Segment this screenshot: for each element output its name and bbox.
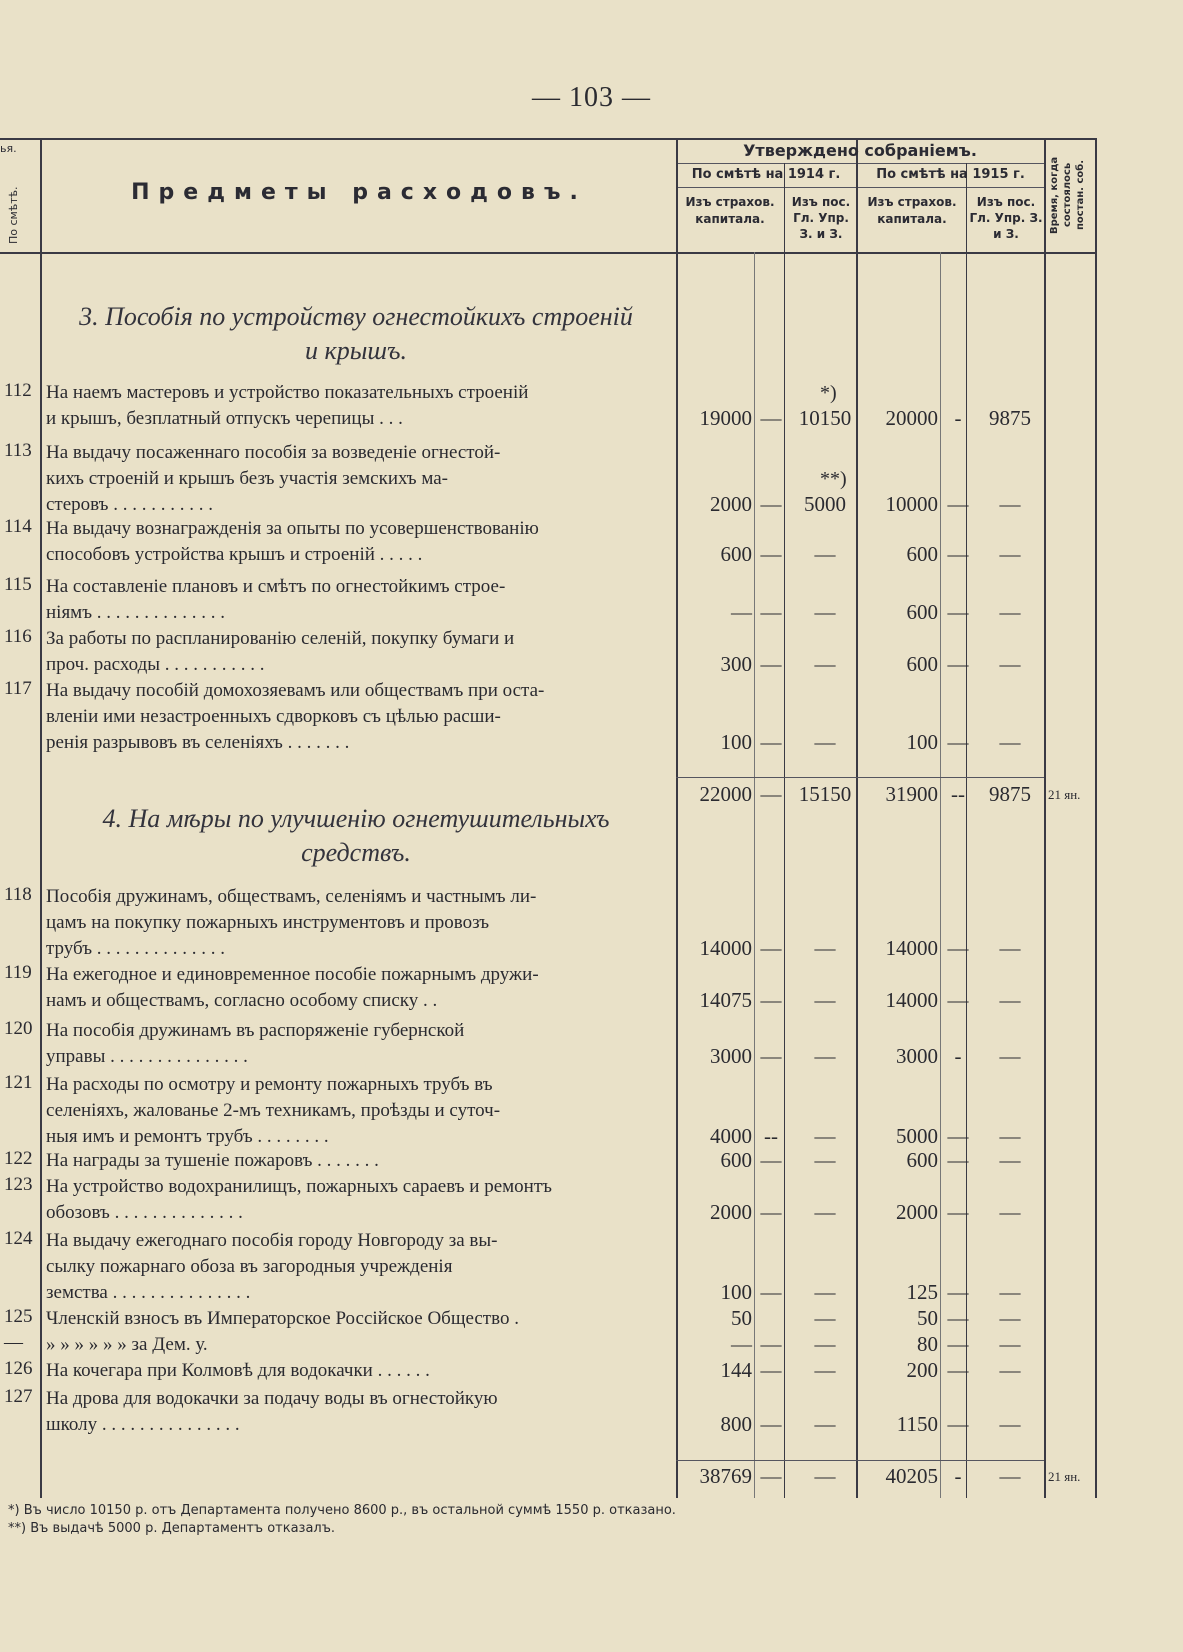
value-cell-v1: —	[731, 1332, 752, 1356]
row-number: 117	[4, 678, 32, 699]
value-cell-v3: 5000	[804, 492, 846, 516]
row-description	[46, 884, 666, 962]
page-number: — 103 —	[532, 82, 651, 113]
value-cell-v3: —	[814, 1200, 836, 1224]
row-description	[46, 574, 666, 626]
value-cell-v1: 14075	[699, 988, 752, 1012]
description-line: » » » » » » за Дем. у.	[46, 1334, 208, 1355]
table-top-rule	[0, 138, 1095, 140]
description-line: управы . . . . . . . . . . . . . . .	[46, 1046, 248, 1067]
description-line: На наемъ мастеровъ и устройство показательныхъ строеній	[46, 382, 529, 403]
value-cell-v3: —	[814, 988, 836, 1012]
footnotes	[8, 1502, 676, 1538]
col-rule-no	[40, 138, 42, 1498]
description-line: намъ и обществамъ, согласно особому списку . .	[46, 990, 438, 1011]
header-gov-1915: Изъ пос. Гл. Упр. З. и З.	[969, 195, 1043, 241]
value-cell-v1: 600	[720, 1148, 752, 1172]
value-cell-v3: —	[814, 1306, 836, 1330]
value-cell-v6: 9875	[989, 406, 1031, 430]
description-line: На ежегодное и единовременное пособіе пожарнымъ дружи-	[46, 964, 539, 985]
value-cell-v6: —	[999, 1306, 1021, 1330]
value-cell-v2: —	[760, 1332, 782, 1356]
value-cell-v3: —	[814, 1280, 836, 1304]
value-cell-v4: 10000	[885, 492, 938, 516]
total-3-gov-1914-extra: —	[760, 782, 782, 806]
value-cell-v5: —	[947, 1200, 969, 1224]
description-line: На выдачу ежегоднаго пособія городу Новгороду за вы-	[46, 1230, 498, 1251]
description-line: На устройство водохранилищъ, пожарныхъ сараевъ и ремонтъ	[46, 1176, 552, 1197]
header-subjects: Предметы расходовъ.	[131, 180, 587, 205]
value-cell-v2: —	[760, 988, 782, 1012]
approved-under-rule	[676, 163, 1046, 164]
value-cell-v4: 80	[917, 1332, 938, 1356]
description-line: вленіи ими незастроенныхъ сдворковъ съ цѣлью расши-	[46, 706, 501, 727]
row-number: 123	[4, 1174, 33, 1195]
header-no-column: По смѣтѣ.	[7, 186, 20, 244]
value-cell-v2: —	[760, 600, 782, 624]
total-3-ins-1914: 22000	[699, 782, 752, 806]
value-cell-v3: —	[814, 1412, 836, 1436]
header-estimate-1915: По смѣтѣ на 1915 г.	[876, 167, 1025, 182]
value-cell-v6: —	[999, 1280, 1021, 1304]
total-rule-4	[676, 1460, 1044, 1461]
row-description	[46, 1386, 666, 1438]
total-4-ins-1914: 38769	[699, 1464, 752, 1488]
value-cell-v4: 125	[906, 1280, 938, 1304]
col-rule-dash2	[940, 252, 941, 1498]
total-3-gov-1915: 9875	[989, 782, 1031, 806]
value-cell-v2: —	[760, 1358, 782, 1382]
header-insurance-1915: Изъ страхов. капитала.	[867, 195, 957, 226]
value-cell-v6: —	[999, 492, 1021, 516]
section-title-3-line1: 3. Пособія по устройству огнестойкихъ строеній	[79, 302, 633, 331]
row-description	[46, 1228, 666, 1306]
value-cell-v3: —	[814, 1358, 836, 1382]
value-cell-v1: 2000	[710, 492, 752, 516]
header-approved: Утверждено собраніемъ.	[743, 141, 977, 160]
description-line: обозовъ . . . . . . . . . . . . . .	[46, 1202, 243, 1223]
row-number: 118	[4, 884, 32, 905]
row-number: 122	[4, 1148, 33, 1169]
value-cell-v2: —	[760, 542, 782, 566]
value-cell-v2: --	[764, 1124, 778, 1148]
description-line: цамъ на покупку пожарныхъ инструментовъ и провозъ	[46, 912, 490, 933]
row-description	[46, 1358, 666, 1384]
description-line: На дрова для водокачки за подачу воды въ огнестойкую	[46, 1388, 498, 1409]
value-cell-v4: 600	[906, 1148, 938, 1172]
description-line: школу . . . . . . . . . . . . . . .	[46, 1414, 240, 1435]
row-number: 125	[4, 1306, 33, 1327]
total-3-date: 21 ян.	[1048, 787, 1081, 802]
description-line: На выдачу вознагражденія за опыты по усовершенствованію	[46, 518, 539, 539]
row-number: 114	[4, 516, 32, 537]
description-line: Членскій взносъ въ Императорское Россійское Общество .	[46, 1308, 519, 1329]
value-cell-v5: —	[947, 936, 969, 960]
value-cell-v1: 19000	[699, 406, 752, 430]
row-number: 119	[4, 962, 32, 983]
value-cell-v5: —	[947, 1148, 969, 1172]
value-cell-v2: —	[760, 1200, 782, 1224]
value-cell-v5: —	[947, 1332, 969, 1356]
value-cell-v1: 3000	[710, 1044, 752, 1068]
value-cell-v4: 600	[906, 652, 938, 676]
row-description	[46, 962, 666, 1014]
value-cell-v3: —	[814, 600, 836, 624]
row-description	[46, 1174, 666, 1226]
value-cell-v6: —	[999, 600, 1021, 624]
value-cell-v2: —	[760, 936, 782, 960]
value-cell-v2: —	[760, 652, 782, 676]
header-estimate-1914: По смѣтѣ на 1914 г.	[691, 167, 841, 182]
value-cell-v6: —	[999, 1200, 1021, 1224]
description-line: На награды за тушеніе пожаровъ . . . . . . .	[46, 1150, 379, 1171]
header-gov-1914: Изъ пос. Гл. Упр. З. и З.	[791, 195, 851, 241]
description-line: На кочегара при Колмовѣ для водокачки . . . . . .	[46, 1360, 430, 1381]
row-number: 124	[4, 1228, 33, 1249]
value-cell-v1: 100	[720, 730, 752, 754]
value-cell-v4: 2000	[896, 1200, 938, 1224]
description-line: селеніяхъ, жалованье 2-мъ техникамъ, проѣзды и суточ-	[46, 1100, 501, 1121]
header-cut-label: ья.	[0, 142, 17, 155]
value-cell-v6: —	[999, 1412, 1021, 1436]
value-cell-v3: —	[814, 652, 836, 676]
value-cell-v2: —	[760, 1412, 782, 1436]
value-cell-v1: 144	[720, 1358, 752, 1382]
description-line: На выдачу пособій домохозяевамъ или обществамъ при оста-	[46, 680, 545, 701]
row-number: 127	[4, 1386, 33, 1407]
value-cell-v5: —	[947, 652, 969, 676]
value-cell-v4: 5000	[896, 1124, 938, 1148]
total-3-extra-1915: --	[951, 782, 965, 806]
row-description	[46, 1306, 666, 1332]
total-4-date: 21 ян.	[1048, 1469, 1081, 1484]
col-rule-time	[1044, 138, 1046, 1498]
value-cell-v3: 10150	[798, 406, 852, 430]
value-cell-v6: —	[999, 542, 1021, 566]
description-line: стеровъ . . . . . . . . . . .	[46, 494, 213, 515]
value-cell-v5: —	[947, 542, 969, 566]
value-cell-v6: —	[999, 730, 1021, 754]
row-description	[46, 626, 666, 678]
description-line: За работы по распланированію селеній, покупку бумаги и	[46, 628, 515, 649]
col-rule-dash1	[754, 252, 755, 1498]
description-line: и крышъ, безплатный отпускъ черепицы . . .	[46, 408, 403, 429]
value-cell-v3: —	[814, 1332, 836, 1356]
value-cell-v3: —	[814, 1044, 836, 1068]
description-line: На составленіе плановъ и смѣтъ по огнестойкимъ строе-	[46, 576, 506, 597]
value-cell-v3: —	[814, 1148, 836, 1172]
description-line: способовъ устройства крышъ и строеній . . . . .	[46, 544, 423, 565]
row-description	[46, 516, 666, 568]
row-number: 113	[4, 440, 32, 461]
row-number: 120	[4, 1018, 33, 1039]
value-cell-v6: —	[999, 988, 1021, 1012]
value-cell-v1: 4000	[710, 1124, 752, 1148]
total-4-gov-1914-extra: —	[760, 1464, 782, 1488]
description-line: сылку пожарнаго обоза въ загородныя учрежденія	[46, 1256, 453, 1277]
value-cell-v2: —	[760, 492, 782, 516]
value-cell-v4: 1150	[896, 1412, 938, 1436]
row-number: 116	[4, 626, 32, 647]
value-cell-v5: —	[947, 730, 969, 754]
value-cell-v1: —	[731, 600, 752, 624]
section-title-4-line2: средствъ.	[301, 838, 411, 867]
value-cell-v5: —	[947, 1358, 969, 1382]
row-description	[46, 1018, 666, 1070]
value-cell-v2: —	[760, 406, 782, 430]
description-line: трубъ . . . . . . . . . . . . . .	[46, 938, 226, 959]
value-cell-v5: —	[947, 1124, 969, 1148]
value-cell-v5: —	[947, 1280, 969, 1304]
footnote-1: *) Въ число 10150 р. отъ Департамента получено 8600 р., въ остальной суммѣ 1550 р. отказано.	[8, 1503, 676, 1518]
value-cell-v4: 600	[906, 542, 938, 566]
value-cell-v2: —	[760, 730, 782, 754]
value-cell-v1: 100	[720, 1280, 752, 1304]
value-cell-v6: —	[999, 1332, 1021, 1356]
total-4-gov-1915: —	[999, 1464, 1021, 1488]
total-3-ins-1915: 31900	[885, 782, 938, 806]
value-cell-v4: 50	[917, 1306, 938, 1330]
value-cell-v1: 14000	[699, 936, 752, 960]
total-4-extra-1915: -	[954, 1464, 962, 1488]
description-line: На расходы по осмотру и ремонту пожарныхъ трубъ въ	[46, 1074, 493, 1095]
value-cell-v3: —	[814, 1124, 836, 1148]
col-rule-right	[1095, 138, 1097, 1498]
header-bottom-rule	[0, 252, 1095, 254]
section-title-3	[46, 300, 666, 368]
total-rule-3	[676, 777, 1044, 778]
row-number: —	[4, 1332, 23, 1353]
row-number: 126	[4, 1358, 33, 1379]
value-cell-v1: 600	[720, 542, 752, 566]
footnote-mark: **)	[820, 468, 847, 490]
value-cell-v5: —	[947, 492, 969, 516]
header-time-column: Время, когда состоялось постан. соб.	[1049, 156, 1086, 234]
value-cell-v4: 3000	[896, 1044, 938, 1068]
header-insurance-1914: Изъ страхов. капитала.	[685, 195, 775, 226]
row-number: 115	[4, 574, 32, 595]
value-cell-v2: —	[760, 1148, 782, 1172]
row-description	[46, 1072, 666, 1150]
value-cell-v5: -	[954, 1044, 962, 1068]
row-number: 112	[4, 380, 32, 401]
description-line: проч. расходы . . . . . . . . . . .	[46, 654, 265, 675]
value-cell-v3: —	[814, 936, 836, 960]
description-line: На пособія дружинамъ въ распоряженіе губернской	[46, 1020, 465, 1041]
section-title-3-line2: и крышъ.	[305, 336, 407, 365]
value-cell-v3: —	[814, 730, 836, 754]
value-cell-v6: —	[999, 936, 1021, 960]
value-cell-v5: —	[947, 1306, 969, 1330]
value-cell-v5: —	[947, 1412, 969, 1436]
row-number: 121	[4, 1072, 33, 1093]
value-cell-v6: —	[999, 1124, 1021, 1148]
total-4-gov-1914: —	[814, 1464, 836, 1488]
value-cell-v5: -	[954, 406, 962, 430]
value-cell-v4: 200	[906, 1358, 938, 1382]
value-cell-v5: —	[947, 988, 969, 1012]
value-cell-v4: 100	[906, 730, 938, 754]
section-title-4-line1: 4. На мѣры по улучшенію огнетушительныхъ	[102, 804, 610, 833]
value-cell-v4: 20000	[885, 406, 938, 430]
total-3-gov-1914: 15150	[798, 782, 852, 806]
value-cell-v1: 800	[720, 1412, 752, 1436]
footnote-2: **) Въ выдачѣ 5000 р. Департаментъ отказалъ.	[8, 1521, 336, 1536]
value-cell-v1: 300	[720, 652, 752, 676]
description-line: ныя имъ и ремонтъ трубъ . . . . . . . .	[46, 1126, 329, 1147]
value-cell-v4: 14000	[885, 988, 938, 1012]
description-line: Пособія дружинамъ, обществамъ, селеніямъ и частнымъ ли-	[46, 886, 537, 907]
value-cell-v5: —	[947, 600, 969, 624]
value-cell-v6: —	[999, 1148, 1021, 1172]
value-cell-v6: —	[999, 1044, 1021, 1068]
row-description	[46, 380, 666, 432]
footnote-mark: *)	[820, 382, 837, 404]
description-line: На выдачу посаженнаго пособія за возведеніе огнестой-	[46, 442, 501, 463]
row-description	[46, 1332, 666, 1358]
value-cell-v4: 14000	[885, 936, 938, 960]
row-description	[46, 1148, 666, 1174]
value-cell-v6: —	[999, 652, 1021, 676]
value-cell-v4: 600	[906, 600, 938, 624]
value-cell-v1: 50	[731, 1306, 752, 1330]
estimate-under-rule	[676, 187, 1046, 188]
description-line: кихъ строеній и крышъ безъ участія земскихъ ма-	[46, 468, 448, 489]
value-cell-v1: 2000	[710, 1200, 752, 1224]
value-cell-v3: —	[814, 542, 836, 566]
row-description	[46, 440, 666, 518]
description-line: ренія разрывовъ въ селеніяхъ . . . . . . .	[46, 732, 350, 753]
description-line: ніямъ . . . . . . . . . . . . . .	[46, 602, 226, 623]
value-cell-v6: —	[999, 1358, 1021, 1382]
section-title-4	[46, 802, 666, 870]
value-cell-v2: —	[760, 1280, 782, 1304]
value-cell-v2: —	[760, 1044, 782, 1068]
total-4-ins-1915: 40205	[885, 1464, 938, 1488]
row-description	[46, 678, 666, 756]
description-line: земства . . . . . . . . . . . . . . .	[46, 1282, 251, 1303]
